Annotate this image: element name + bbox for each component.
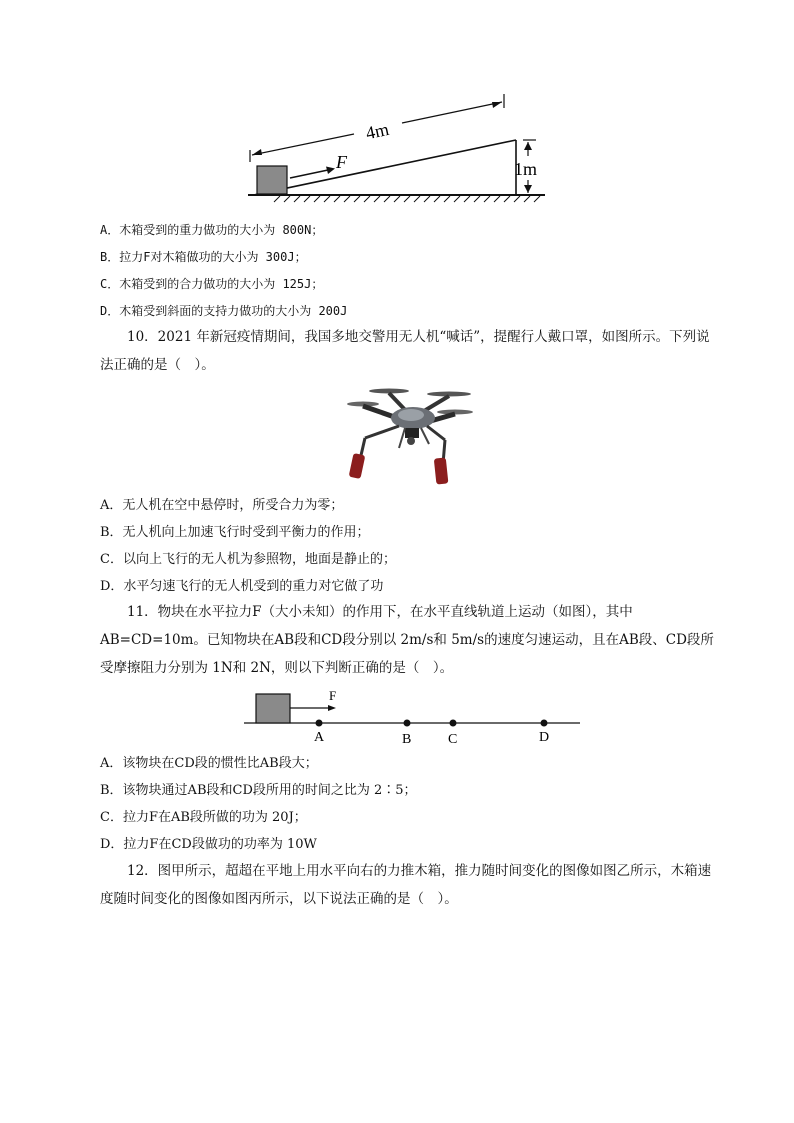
q10-stem-text: 10．2021 年新冠疫情期间，我国多地交警用无人机“喊话”，提醒行人戴口罩，如图所示。下列说法正确的是（ ）。: [100, 329, 710, 373]
incline-surface: [254, 140, 516, 195]
point-c-label: C: [448, 732, 458, 746]
track-figure: [240, 684, 585, 746]
drone-image: [345, 386, 475, 488]
point-a-label: A: [314, 730, 325, 745]
length-label: 4m: [363, 118, 391, 144]
q9-option-c: C．木箱受到的合力做功的大小为 125J；: [100, 277, 324, 291]
q10-option-c: C．以向上飞行的无人机为参照物，地面是静止的；: [100, 552, 396, 567]
wooden-box: [257, 166, 287, 194]
point-b-label: B: [402, 732, 412, 746]
incline-figure: [240, 92, 560, 204]
q11-option-c: C．拉力F在AB段所做的功为 20J；: [100, 810, 307, 825]
q10-stem: [100, 323, 722, 379]
block: [256, 694, 290, 723]
q10-option-d: D．水平匀速飞行的无人机受到的重力对它做了功: [100, 579, 384, 594]
track-force-label: F: [329, 688, 337, 703]
height-label: 1m: [514, 159, 538, 179]
q12-stem: [100, 857, 722, 913]
q11-option-b: B．该物块通过AB段和CD段所用的时间之比为 2∶5；: [100, 783, 417, 798]
q9-option-d: D．木箱受到斜面的支持力做功的大小为 200J: [100, 304, 348, 318]
q11-stem-text: 11．物块在水平拉力F（大小未知）的作用下，在水平直线轨道上运动（如图），其中AB=CD=10m。已知物块在AB段和CD段分别以 2m/s和 5m/s的速度匀速运动，且在AB段、CD段所受摩擦阻力分别为 1N和 2N，则以下判断正确的是（ ）。: [100, 604, 714, 676]
q10-option-a: A．无人机在空中悬停时，所受合力为零；: [100, 498, 344, 513]
q10-option-b: B．无人机向上加速飞行时受到平衡力的作用；: [100, 525, 370, 540]
q9-option-a: A．木箱受到的重力做功的大小为 800N；: [100, 223, 324, 237]
q12-stem-text: 12．图甲所示，超超在平地上用水平向右的力推木箱，推力随时间变化的图像如图乙所示，木箱速度随时间变化的图像如图丙所示，以下说法正确的是（ ）。: [100, 863, 712, 907]
point-d-label: D: [539, 730, 550, 745]
q9-option-b: B．拉力F对木箱做功的大小为 300J；: [100, 250, 307, 264]
q11-stem: [100, 598, 722, 682]
force-label: F: [336, 152, 347, 172]
q11-option-d: D．拉力F在CD段做功的功率为 10W: [100, 837, 317, 852]
q11-option-a: A．该物块在CD段的惯性比AB段大；: [100, 756, 318, 771]
